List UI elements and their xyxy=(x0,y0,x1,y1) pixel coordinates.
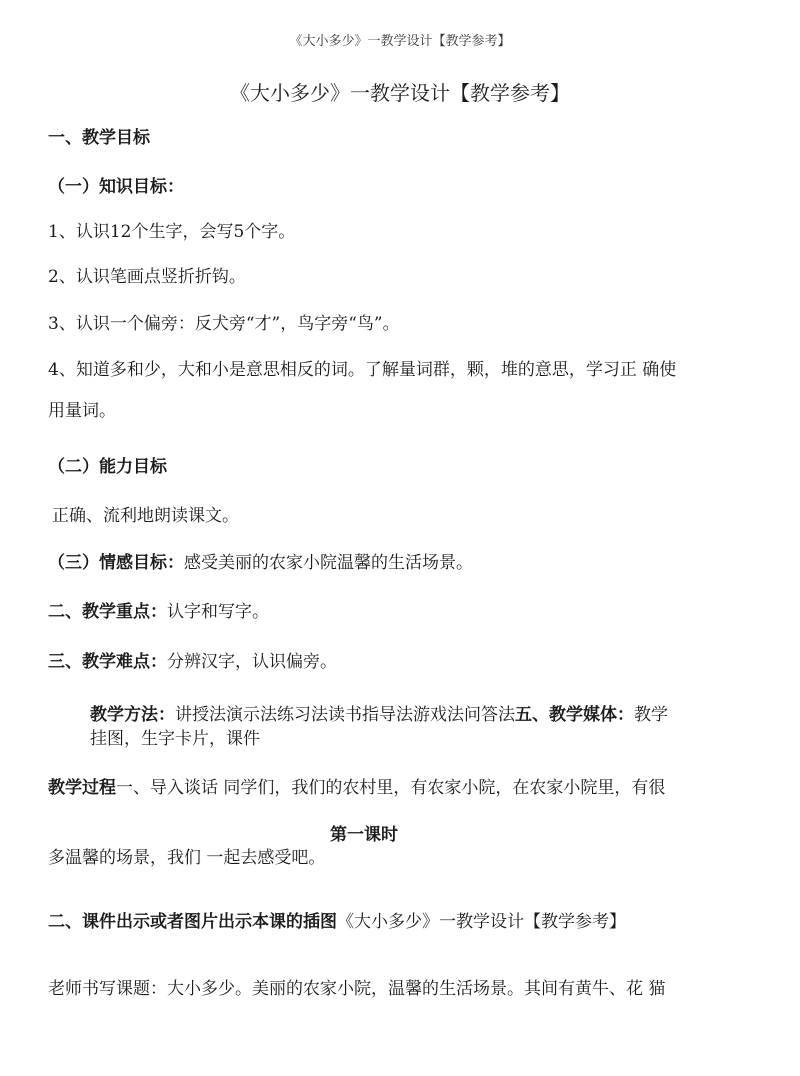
process-text-continued: 多温馨的场景，我们 一起去感受吧。 xyxy=(48,848,326,868)
key-point-line xyxy=(48,601,269,623)
knowledge-item-4: 4、知道多和少，大和小是意思相反的词。了解量词群，颗，堆的意思，学习正 确使 xyxy=(48,360,677,380)
knowledge-item-2: 2、认识笔画点竖折折钩。 xyxy=(48,267,246,287)
lesson-label: 第一课时 xyxy=(330,825,398,845)
process-heading: 教学过程 xyxy=(48,778,116,798)
knowledge-item-3: 3、认识一个偏旁：反犬旁“才”，鸟字旁“鸟”。 xyxy=(48,314,400,334)
page-header: 《大小多少》一教学设计【教学参考】 xyxy=(289,34,511,49)
process-text: 一、导入谈话 同学们，我们的农村里，有农家小院，在农家小院里，有很 xyxy=(116,778,666,798)
ability-goals-text: 正确、流利地朗读课文。 xyxy=(52,506,239,526)
methods-line xyxy=(90,704,668,726)
media-text-continued: 挂图，生字卡片，课件 xyxy=(90,729,260,749)
methods-heading: 教学方法： xyxy=(90,705,175,725)
teacher-writing-text: 老师书写课题：大小多少。美丽的农家小院，温馨的生活场景。其间有黄牛、花 猫 xyxy=(48,979,666,999)
difficulty-text: 分辨汉字，认识偏旁。 xyxy=(167,652,337,672)
difficulty-heading: 三、教学难点： xyxy=(48,652,167,672)
methods-text: 讲授法演示法练习法读书指导法游戏法问答法 xyxy=(175,705,515,725)
step2-reference: 《大小多少》一教学设计【教学参考】 xyxy=(337,912,626,932)
emotion-goals-text: 感受美丽的农家小院温馨的生活场景。 xyxy=(184,553,473,573)
ability-goals-heading: （二）能力目标 xyxy=(48,457,167,477)
process-line xyxy=(48,777,665,799)
knowledge-item-4-continued: 用量词。 xyxy=(48,401,116,421)
step2-line xyxy=(48,911,626,933)
media-heading: 五、教学媒体： xyxy=(515,705,634,725)
step2-heading: 二、课件出示或者图片出示本课的插图 xyxy=(48,912,337,932)
knowledge-goals-heading: （一）知识目标： xyxy=(48,177,184,197)
document-title: 《大小多少》一教学设计【教学参考】 xyxy=(230,81,570,105)
key-point-heading: 二、教学重点： xyxy=(48,602,167,622)
emotion-goals-heading: （三）情感目标： xyxy=(48,553,184,573)
key-point-text: 认字和写字。 xyxy=(167,602,269,622)
section-heading-objectives: 一、教学目标 xyxy=(48,128,150,148)
media-text: 教学 xyxy=(634,705,668,725)
knowledge-item-1: 1、认识12个生字，会写5个字。 xyxy=(48,222,296,242)
difficulty-line xyxy=(48,651,337,673)
emotion-goals-line xyxy=(48,552,473,574)
